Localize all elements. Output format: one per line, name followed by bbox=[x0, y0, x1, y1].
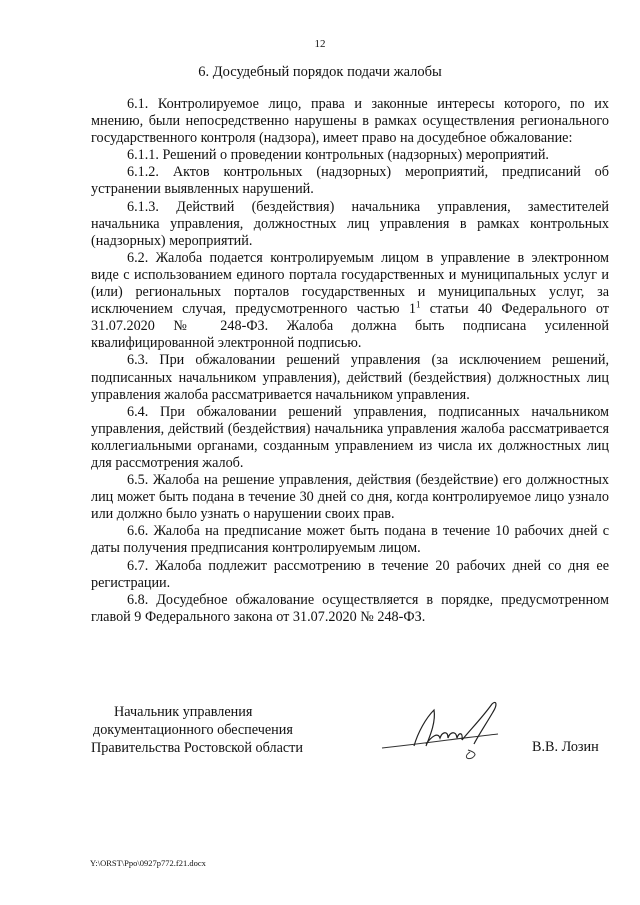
paragraph-6-1-2: 6.1.2. Актов контрольных (надзорных) мероприятий, предписаний об устранении выявленных нарушений. bbox=[91, 164, 609, 198]
paragraph-6-8: 6.8. Досудебное обжалование осуществляется в порядке, предусмотренном главой 9 Федерального закона от 31.07.2020 № 248-ФЗ. bbox=[91, 591, 609, 625]
section-body bbox=[91, 96, 609, 626]
superscript: 1 bbox=[415, 299, 421, 310]
handwritten-signature bbox=[370, 692, 520, 772]
paragraph-6-3: 6.3. При обжаловании решений управления (за исключением решений, подписанных начальником управления), действий (бездействия) должностных лиц управления жалоба рассматривается начальником управления. bbox=[91, 352, 609, 403]
paragraph-6-5: 6.5. Жалоба на решение управления, действия (бездействие) его должностных лиц может быть подана в течение 30 дней со дня, когда контролируемое лицо узнало или должно было узнать о нарушении своих прав. bbox=[91, 472, 609, 523]
section-title: 6. Досудебный порядок подачи жалобы bbox=[198, 64, 442, 80]
paragraph-6-1-3: 6.1.3. Действий (бездействия) начальника управления, заместителей начальника управления, должностных лиц управления в рамках контрольных (надзорных) мероприятий. bbox=[91, 198, 609, 249]
paragraph-6-6: 6.6. Жалоба на предписание может быть подана в течение 10 рабочих дней с даты получения предписания контролируемым лицом. bbox=[91, 523, 609, 557]
signatory-block bbox=[91, 703, 351, 757]
signer-name: В.В. Лозин bbox=[532, 739, 599, 755]
paragraph-6-7: 6.7. Жалоба подлежит рассмотрению в течение 20 рабочих дней со дня ее регистрации. bbox=[91, 557, 609, 591]
paragraph-6-1: 6.1. Контролируемое лицо, права и законные интересы которого, по их мнению, были непосредственно нарушены в рамках осуществления регионального государственного контроля (надзора), имеет право на досудебное обжалование: bbox=[91, 96, 609, 147]
signatory-position-line-3: Правительства Ростовской области bbox=[91, 740, 303, 756]
paragraph-6-4: 6.4. При обжаловании решений управления, подписанных начальником управления, действий (бездействия) начальника управления жалоба рассматривается коллегиальными органами, созданным управлением из числа их должностных лиц для рассмотрения жалоб. bbox=[91, 403, 609, 471]
paragraph-6-2-text-cont: статьи 40 Федерального от 31.07.2020 № 248-ФЗ. Жалоба должна быть подписана усиленной квалифицированной электронной подписью. bbox=[91, 301, 609, 352]
signatory-position-line-2: документационного обеспечения bbox=[93, 722, 293, 738]
paragraph-6-2-text: 6.2. Жалоба подается контролируемым лицом в управление в электронном виде с использованием единого портала государственных и муниципальных услуг и (или) региональных порталов государственных и муниципальных услуг, за исключением случая, предусмотренного частью 1 bbox=[91, 249, 609, 318]
page-number: 12 bbox=[314, 38, 326, 50]
file-path: Y:\ORST\Ppo\0927p772.f21.docx bbox=[90, 858, 206, 868]
signatory-position-line-1: Начальник управления bbox=[114, 704, 253, 720]
paragraph-6-1-1: 6.1.1. Решений о проведении контрольных (надзорных) мероприятий. bbox=[127, 147, 549, 164]
paragraph-6-2 bbox=[91, 250, 609, 353]
